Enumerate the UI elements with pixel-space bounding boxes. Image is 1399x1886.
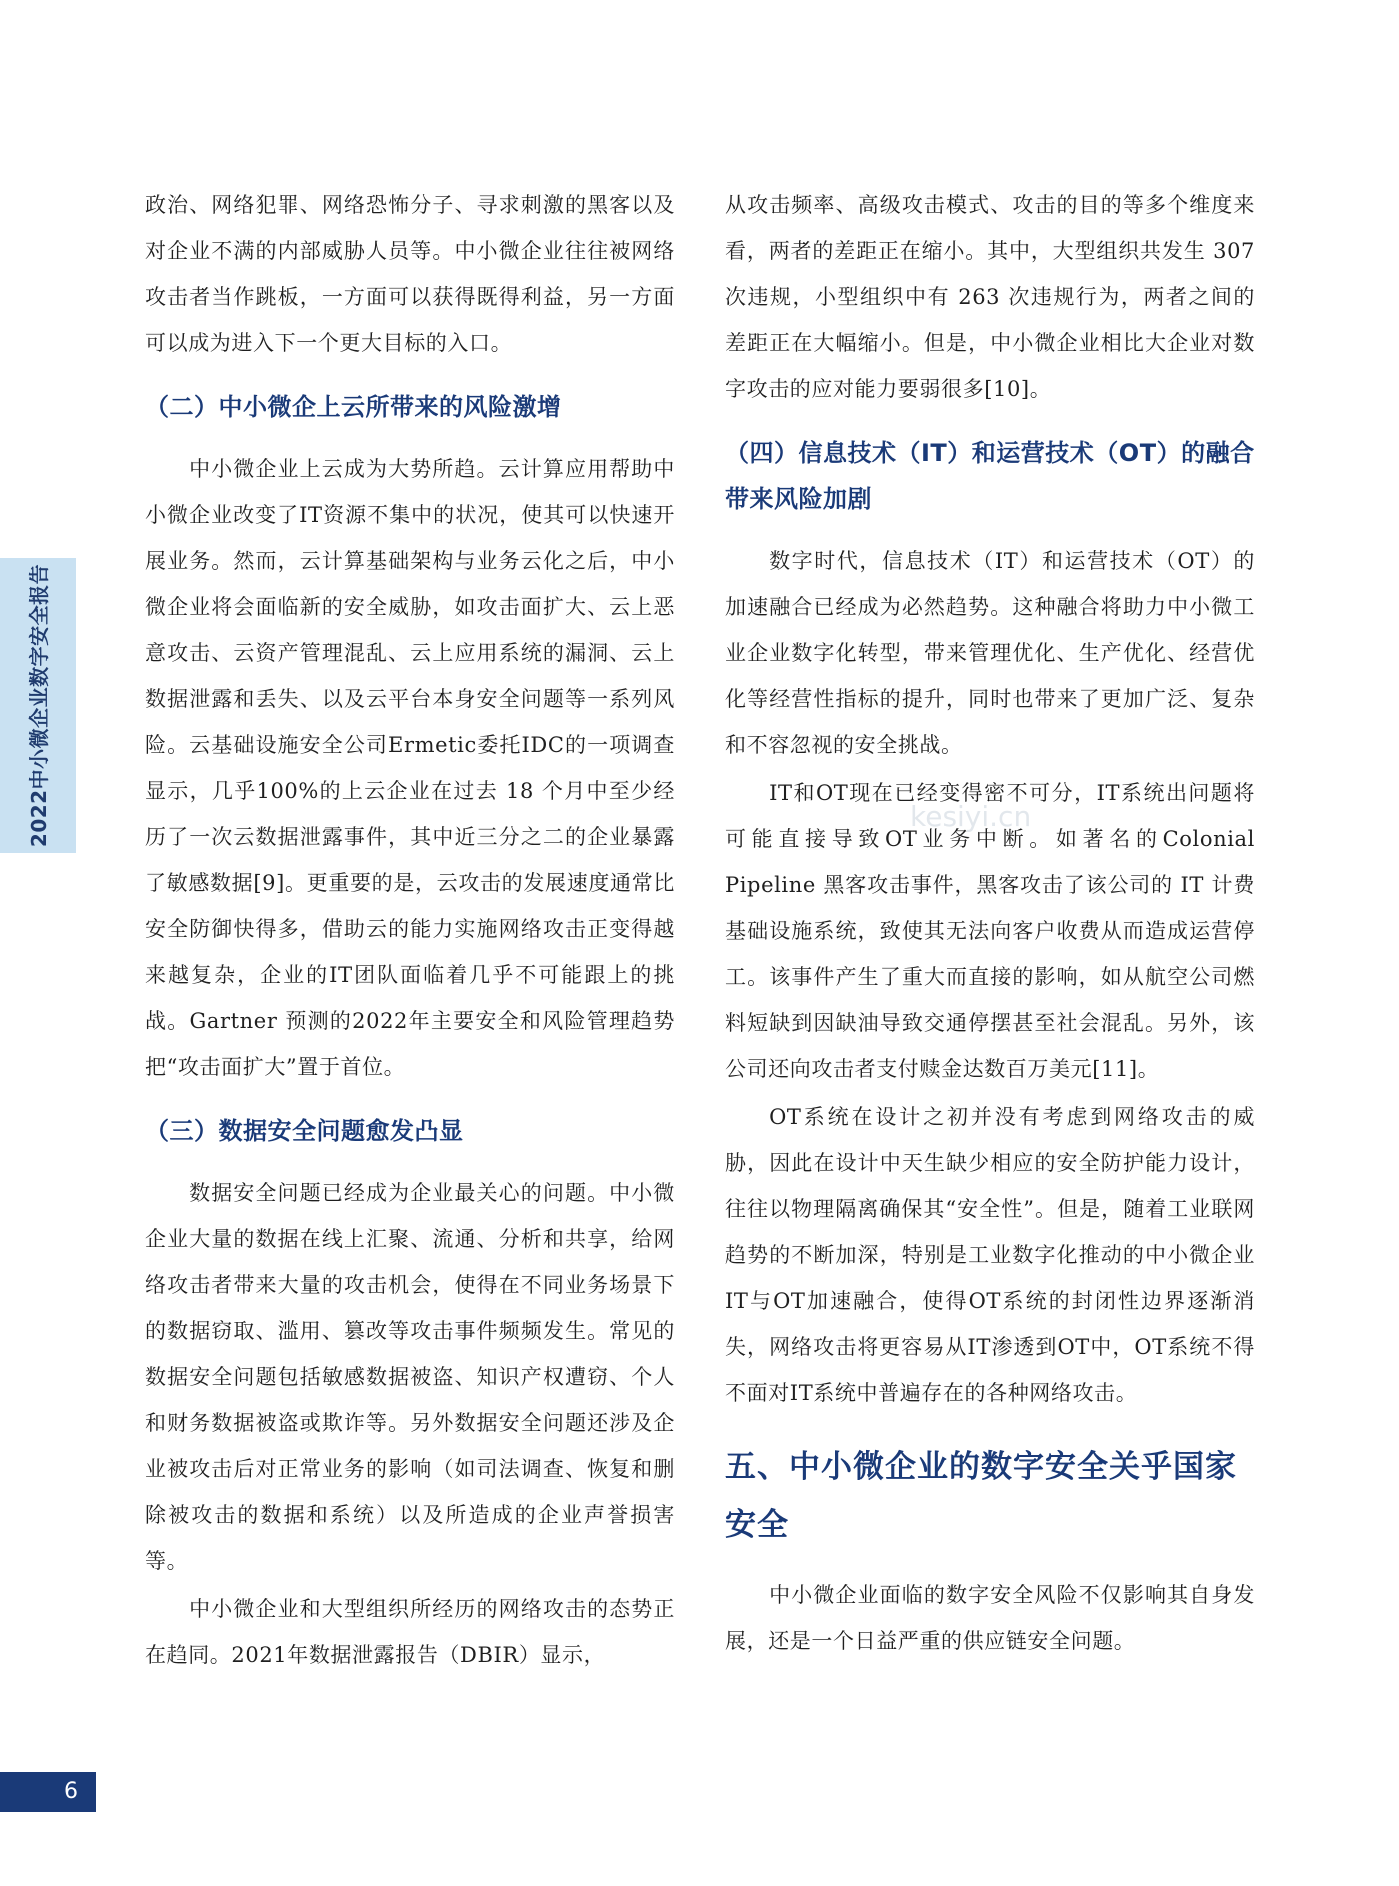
report-title-vertical <box>0 558 76 853</box>
paragraph: 中小微企业上云成为大势所趋。云计算应用帮助中小微企业改变了IT资源不集中的状况，使其可以快速开展业务。然而，云计算基础架构与业务云化之后，中小微企业将会面临新的安全威胁，如攻击面扩大、云上恶意攻击、云资产管理混乱、云上应用系统的漏洞、云上数据泄露和丢失、以及云平台本身安全问题等一系列风险。云基础设施安全公司Ermetic委托IDC的一项调查显示，几乎100%的上云企业在过去 18 个月中至少经历了一次云数据泄露事件，其中近三分之二的企业暴露了敏感数据[9]。更重要的是，云攻击的发展速度通常比安全防御快得多，借助云的能力实施网络攻击正变得越来越复杂，企业的IT团队面临着几乎不可能跟上的挑战。Gartner 预测的2022年主要安全和风险管理趋势把“攻击面扩大”置于首位。 <box>145 457 675 1079</box>
paragraph: IT和OT现在已经变得密不可分，IT系统出问题将可能直接导致OT业务中断。如著名的Colonial Pipeline 黑客攻击事件，黑客攻击了该公司的 IT 计费基础设施系统，致使其无法向客户收费从而造成运营停工。该事件产生了重大而直接的影响，如从航空公司燃料短缺到因缺油导致交通停摆甚至社会混乱。另外，该公司还向攻击者支付赎金达数百万美元[11]。 <box>725 781 1255 1081</box>
subsection-heading: （三）数据安全问题愈发凸显 <box>145 1117 464 1145</box>
paragraph: 中小微企业面临的数字安全风险不仅影响其自身发展，还是一个日益严重的供应链安全问题。 <box>725 1583 1255 1653</box>
subsection-heading: （四）信息技术（IT）和运营技术（OT）的融合带来风险加剧 <box>725 439 1255 513</box>
page-number: 6 <box>0 1772 96 1812</box>
paragraph: 数字时代，信息技术（IT）和运营技术（OT）的加速融合已经成为必然趋势。这种融合将助力中小微工业企业数字化转型，带来管理优化、生产优化、经营优化等经营性指标的提升，同时也带来了更加广泛、复杂和不容忽视的安全挑战。 <box>725 549 1255 757</box>
paragraph: 政治、网络犯罪、网络恐怖分子、寻求刺激的黑客以及对企业不满的内部威胁人员等。中小微企业往往被网络攻击者当作跳板，一方面可以获得既得利益，另一方面可以成为进入下一个更大目标的入口。 <box>145 193 675 355</box>
left-column <box>145 182 675 1678</box>
section-heading: 五、中小微企业的数字安全关乎国家安全 <box>725 1449 1237 1543</box>
subsection-heading: （二）中小微企上云所带来的风险激增 <box>145 393 562 421</box>
paragraph: 数据安全问题已经成为企业最关心的问题。中小微企业大量的数据在线上汇聚、流通、分析和共享，给网络攻击者带来大量的攻击机会，使得在不同业务场景下的数据窃取、滥用、篡改等攻击事件频频发生。常见的数据安全问题包括敏感数据被盗、知识产权遭窃、个人和财务数据被盗或欺诈等。另外数据安全问题还涉及企业被攻击后对正常业务的影响（如司法调查、恢复和删除被攻击的数据和系统）以及所造成的企业声誉损害等。 <box>145 1181 675 1573</box>
paragraph: 中小微企业和大型组织所经历的网络攻击的态势正在趋同。2021年数据泄露报告（DBIR）显示， <box>145 1597 675 1667</box>
paragraph: 从攻击频率、高级攻击模式、攻击的目的等多个维度来看，两者的差距正在缩小。其中，大型组织共发生 307 次违规，小型组织中有 263 次违规行为，两者之间的差距正在大幅缩小。但是，中小微企业相比大企业对数字攻击的应对能力要弱很多[10]。 <box>725 193 1255 401</box>
watermark: kesiyi.cn <box>910 800 1032 833</box>
right-column <box>725 182 1255 1664</box>
paragraph: OT系统在设计之初并没有考虑到网络攻击的威胁，因此在设计中天生缺少相应的安全防护能力设计，往往以物理隔离确保其“安全性”。但是，随着工业联网趋势的不断加深，特别是工业数字化推动的中小微企业IT与OT加速融合，使得OT系统的封闭性边界逐渐消失，网络攻击将更容易从IT渗透到OT中，OT系统不得不面对IT系统中普遍存在的各种网络攻击。 <box>725 1105 1255 1405</box>
report-title-text: 2022中小微企业数字安全报告 <box>27 563 52 848</box>
